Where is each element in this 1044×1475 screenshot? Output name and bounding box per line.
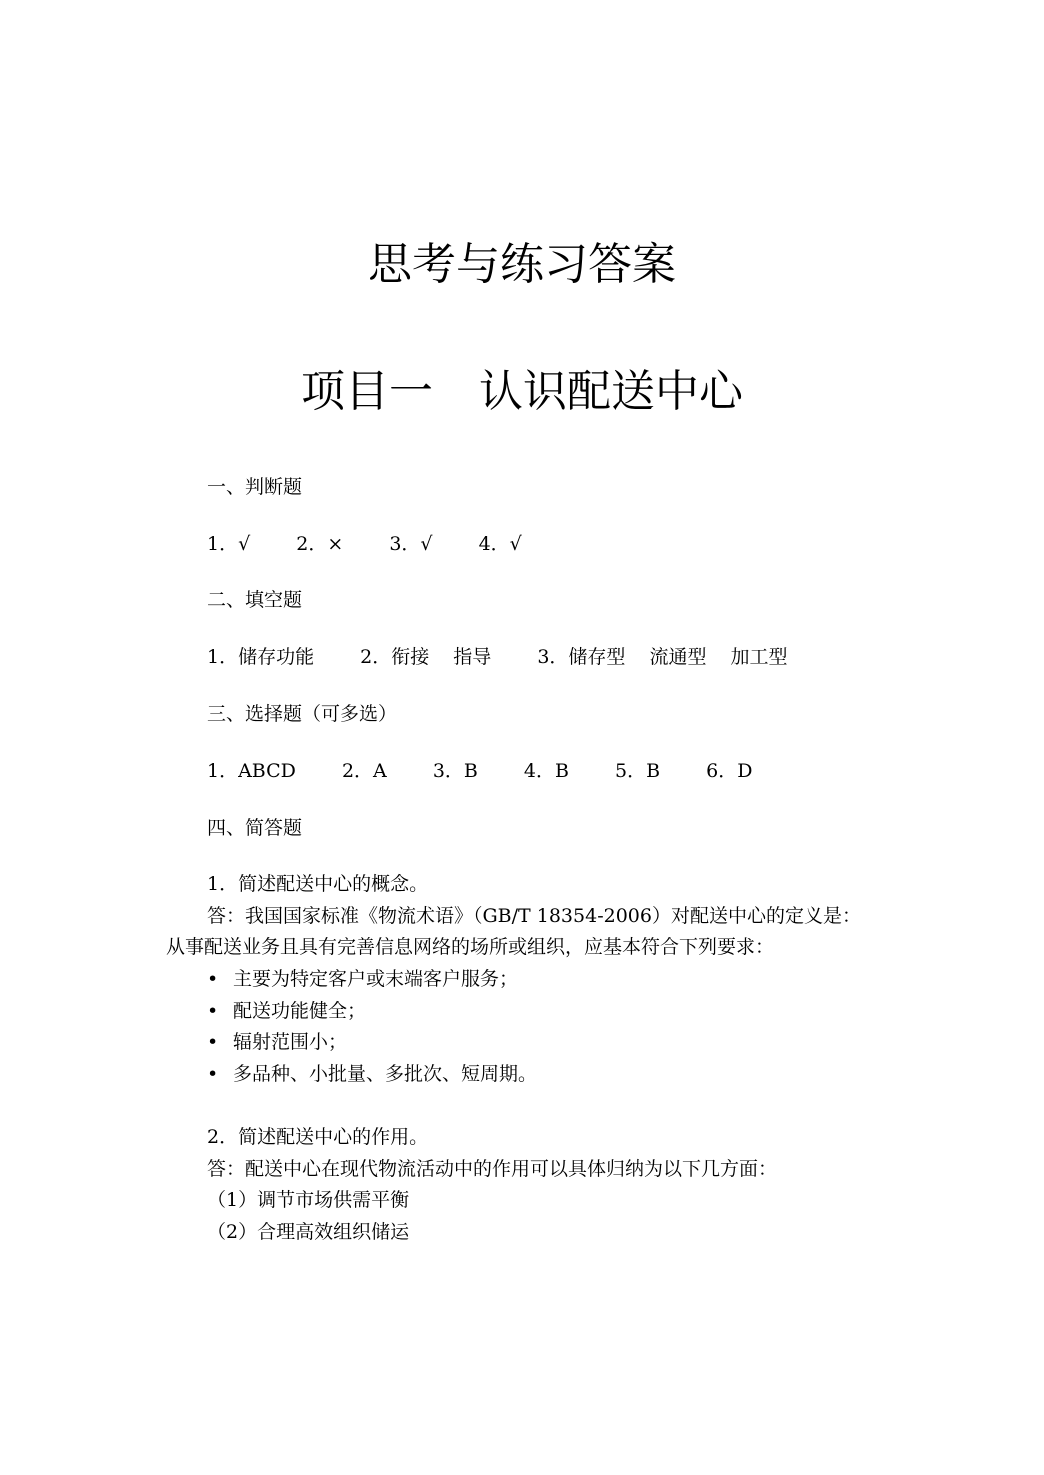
- answer-item: 3．√: [389, 533, 433, 555]
- bullet-item: • 主要为特定客户或末端客户服务；: [207, 968, 519, 990]
- judge-answers: [207, 529, 562, 556]
- answer-1-line-2: 从事配送业务且具有完善信息网络的场所或组织，应基本符合下列要求：: [166, 936, 775, 958]
- bullet-icon: •: [207, 968, 219, 990]
- answer-2-line-1: 答：配送中心在现代物流活动中的作用可以具体归纳为以下几方面：: [207, 1158, 778, 1180]
- answer-item: 2．衔接: [360, 646, 430, 668]
- bullet-icon: •: [207, 1063, 219, 1085]
- section-heading-fill: 二、填空题: [207, 589, 303, 611]
- answer-item: 4．B: [523, 760, 569, 782]
- answer-item: 加工型: [730, 646, 788, 668]
- bullet-icon: •: [207, 1031, 219, 1053]
- bullet-item: • 多品种、小批量、多批次、短周期。: [207, 1063, 538, 1085]
- bullet-item: • 辐射范围小；: [207, 1031, 348, 1053]
- answer-item: 3．储存型: [537, 646, 626, 668]
- answer-item: 4．√: [478, 533, 522, 555]
- answer-item: 6．D: [706, 760, 753, 782]
- answer-item: 1．√: [207, 533, 251, 555]
- answer-item: 2．A: [341, 760, 387, 782]
- answer-item: 1．ABCD: [207, 760, 296, 782]
- question-2: 2．简述配送中心的作用。: [207, 1126, 429, 1148]
- section-heading-judge: 一、判断题: [207, 476, 303, 498]
- answer-item: 流通型: [649, 646, 707, 668]
- fill-answers: [207, 642, 828, 669]
- section-heading-choice: 三、选择题（可多选）: [207, 703, 398, 725]
- project-heading: [0, 355, 1044, 419]
- page-title: 思考与练习答案: [368, 239, 676, 290]
- project-name: 认识配送中心: [479, 366, 743, 417]
- answer-item: 指导: [453, 646, 492, 668]
- answer-item: 3．B: [432, 760, 478, 782]
- bullet-icon: •: [207, 1000, 219, 1022]
- answer-item: 1．储存功能: [207, 646, 315, 668]
- choice-answers: [207, 756, 792, 783]
- answer-2-item: （1）调节市场供需平衡: [207, 1189, 410, 1211]
- answer-item: 5．B: [615, 760, 661, 782]
- answer-item: 2．×: [296, 533, 344, 555]
- answer-2-item: （2）合理高效组织储运: [207, 1221, 410, 1243]
- bullet-item: • 配送功能健全；: [207, 1000, 367, 1022]
- section-heading-short: 四、简答题: [207, 817, 303, 839]
- answer-1-line-1: 答：我国国家标准《物流术语》（GB/T 18354-2006）对配送中心的定义是：: [207, 905, 861, 927]
- question-1: 1．简述配送中心的概念。: [207, 873, 429, 895]
- project-number: 项目一: [301, 366, 433, 417]
